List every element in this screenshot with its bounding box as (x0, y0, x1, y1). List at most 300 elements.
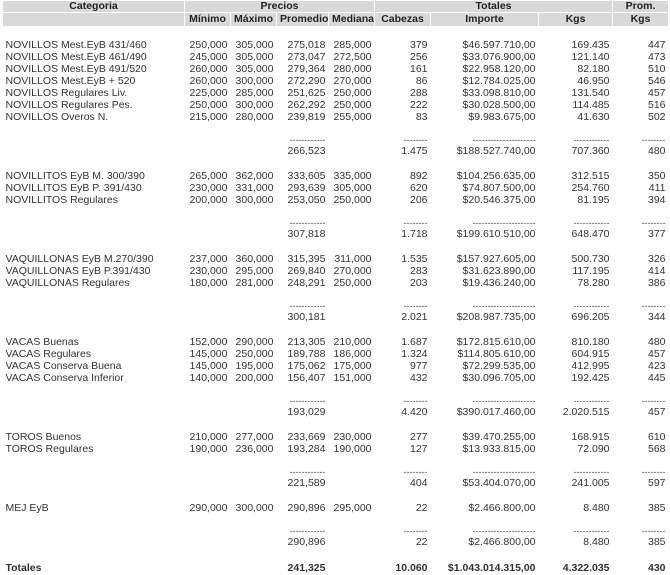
kgs-cell: 254.760 (539, 182, 613, 194)
spacer-cell (3, 206, 669, 218)
prom-kgs-cell: 423 (613, 360, 669, 372)
maximo-cell: 280,000 (231, 111, 277, 123)
kgs-cell: 604.915 (539, 348, 613, 360)
categoria-cell: VAQUILLONAS Regulares (3, 277, 185, 289)
mediana-cell: 250,000 (329, 87, 375, 99)
sub-blank (329, 406, 375, 419)
cabezas-cell: 620 (375, 182, 431, 194)
prom-kgs-cell: 457 (613, 348, 669, 360)
table-row (3, 194, 669, 206)
promedio-cell: 239,819 (277, 111, 329, 123)
subtotal-promedio: 300,181 (277, 311, 329, 324)
categoria-cell: VACAS Regulares (3, 348, 185, 360)
pre-sub-spacer (3, 289, 669, 301)
header-promedio: Promedio (277, 13, 329, 27)
sub-blank (185, 145, 231, 158)
maximo-cell: 300,000 (231, 99, 277, 111)
prom-kgs-cell: 411 (613, 182, 669, 194)
prom-kgs-cell: 502 (613, 111, 669, 123)
subtotal-separator (3, 301, 669, 311)
sep-blank (3, 301, 185, 311)
prom-kgs-cell: 510 (613, 63, 669, 75)
subtotal-separator (3, 396, 669, 406)
mediana-cell: 270,000 (329, 265, 375, 277)
cabezas-cell: 288 (375, 87, 431, 99)
table-row (3, 372, 669, 384)
cabezas-cell: 432 (375, 372, 431, 384)
mediana-cell: 305,000 (329, 182, 375, 194)
spacer-cell (3, 490, 669, 502)
table-row (3, 75, 669, 87)
sep-blank (329, 526, 375, 536)
sub-blank (3, 477, 185, 490)
categoria-cell: VAQUILLONAS EyB P.391/430 (3, 265, 185, 277)
maximo-cell: 281,000 (231, 277, 277, 289)
sub-blank (231, 311, 277, 324)
subtotal-importe: $53.404.070,00 (431, 477, 539, 490)
kgs-cell: 72.090 (539, 443, 613, 455)
subtotal-promedio: 307,818 (277, 228, 329, 241)
kgs-cell: 500.730 (539, 253, 613, 265)
mediana-cell: 190,000 (329, 443, 375, 455)
pre-sub-spacer (3, 384, 669, 396)
maximo-cell: 331,000 (231, 182, 277, 194)
prom-kgs-cell: 447 (613, 39, 669, 51)
sep-blank (3, 467, 185, 477)
sep-promedio: ------------ (277, 218, 329, 228)
header-precios: Precios (185, 1, 375, 13)
header-cabezas: Cabezas (375, 13, 431, 27)
sep-blank (185, 467, 231, 477)
prom-kgs-cell: 394 (613, 194, 669, 206)
promedio-cell: 293,639 (277, 182, 329, 194)
totals-importe: $1.043.014.315,00 (431, 561, 539, 575)
mediana-cell: 255,000 (329, 111, 375, 123)
importe-cell: $19.436.240,00 (431, 277, 539, 289)
categoria-cell: NOVILLOS Mest.EyB 461/490 (3, 51, 185, 63)
sep-kgs: ------------ (539, 396, 613, 406)
cabezas-cell: 161 (375, 63, 431, 75)
spacer-cell (3, 514, 669, 526)
table-row (3, 51, 669, 63)
mediana-cell: 335,000 (329, 170, 375, 182)
promedio-cell: 189,788 (277, 348, 329, 360)
sep-blank (329, 396, 375, 406)
sub-blank (329, 536, 375, 549)
cabezas-cell: 256 (375, 51, 431, 63)
header-importe: Importe (431, 13, 539, 27)
kgs-cell: 41.630 (539, 111, 613, 123)
mediana-cell: 272,500 (329, 51, 375, 63)
kgs-cell: 82.180 (539, 63, 613, 75)
header-categoria: Categoria (3, 1, 185, 13)
subtotal-kgs: 648.470 (539, 228, 613, 241)
subtotal-prom-kgs: 344 (613, 311, 669, 324)
mediana-cell: 270,000 (329, 75, 375, 87)
minimo-cell: 200,000 (185, 194, 231, 206)
cabezas-cell: 127 (375, 443, 431, 455)
table-row (3, 39, 669, 51)
sep-cabezas: -------- (375, 301, 431, 311)
sep-blank (3, 396, 185, 406)
sep-blank (231, 301, 277, 311)
importe-cell: $31.623.890,00 (431, 265, 539, 277)
tot-blank (185, 561, 231, 575)
subtotal-importe: $208.987.735,00 (431, 311, 539, 324)
subtotal-promedio: 266,523 (277, 145, 329, 158)
sep-blank (231, 467, 277, 477)
subtotal-row (3, 311, 669, 324)
importe-cell: $20.546.375,00 (431, 194, 539, 206)
importe-cell: $39.470.255,00 (431, 431, 539, 443)
sep-kgs: ------------ (539, 301, 613, 311)
sep-blank (185, 218, 231, 228)
categoria-cell: NOVILLOS Regulares Pes. (3, 99, 185, 111)
mediana-cell: 186,000 (329, 348, 375, 360)
sep-blank (231, 135, 277, 145)
promedio-cell: 193,284 (277, 443, 329, 455)
minimo-cell: 225,000 (185, 87, 231, 99)
prom-kgs-cell: 350 (613, 170, 669, 182)
subtotal-separator (3, 218, 669, 228)
kgs-cell: 8.480 (539, 502, 613, 514)
maximo-cell: 305,000 (231, 39, 277, 51)
subtotal-importe: $2.466.800,00 (431, 536, 539, 549)
mediana-cell: 295,000 (329, 502, 375, 514)
categoria-cell: NOVILLOS Overos N. (3, 111, 185, 123)
table-row (3, 99, 669, 111)
totals-kgs: 4.322.035 (539, 561, 613, 575)
sep-blank (185, 526, 231, 536)
subtotal-prom-kgs: 457 (613, 406, 669, 419)
spacer-cell (3, 384, 669, 396)
sep-prom-kgs: -------- (613, 218, 669, 228)
importe-cell: $72.299.535,00 (431, 360, 539, 372)
importe-cell: $33.076.900,00 (431, 51, 539, 63)
maximo-cell: 285,000 (231, 87, 277, 99)
subtotal-cabezas: 1.475 (375, 145, 431, 158)
sub-blank (185, 311, 231, 324)
minimo-cell: 215,000 (185, 111, 231, 123)
subtotal-separator (3, 526, 669, 536)
subtotal-promedio: 193,029 (277, 406, 329, 419)
cabezas-cell: 1.324 (375, 348, 431, 360)
sep-blank (329, 301, 375, 311)
cabezas-cell: 83 (375, 111, 431, 123)
mediana-cell: 250,000 (329, 99, 375, 111)
subtotal-row (3, 406, 669, 419)
subtotal-cabezas: 2.021 (375, 311, 431, 324)
cabezas-cell: 1.535 (375, 253, 431, 265)
maximo-cell: 277,000 (231, 431, 277, 443)
sep-prom-kgs: -------- (613, 301, 669, 311)
importe-cell: $13.933.815,00 (431, 443, 539, 455)
spacer-cell (3, 549, 669, 561)
spacer-cell (3, 289, 669, 301)
group-spacer (3, 241, 669, 253)
maximo-cell: 295,000 (231, 265, 277, 277)
promedio-cell: 156,407 (277, 372, 329, 384)
promedio-cell: 213,305 (277, 336, 329, 348)
subtotal-kgs: 2.020.515 (539, 406, 613, 419)
subtotal-importe: $188.527.740,00 (431, 145, 539, 158)
minimo-cell: 140,000 (185, 372, 231, 384)
sub-blank (329, 228, 375, 241)
sub-blank (231, 477, 277, 490)
header-prom-kgs: Kgs (613, 13, 669, 27)
categoria-cell: NOVILLOS Mest.EyB + 520 (3, 75, 185, 87)
prom-kgs-cell: 385 (613, 502, 669, 514)
minimo-cell: 145,000 (185, 360, 231, 372)
sep-promedio: ------------ (277, 301, 329, 311)
promedio-cell: 269,840 (277, 265, 329, 277)
importe-cell: $46.597.710,00 (431, 39, 539, 51)
price-table (2, 0, 669, 575)
table-row (3, 111, 669, 123)
kgs-cell: 192.425 (539, 372, 613, 384)
categoria-cell: MEJ EyB (3, 502, 185, 514)
importe-cell: $30.028.500,00 (431, 99, 539, 111)
prom-kgs-cell: 610 (613, 431, 669, 443)
subtotal-cabezas: 22 (375, 536, 431, 549)
prom-kgs-cell: 568 (613, 443, 669, 455)
sub-blank (185, 477, 231, 490)
kgs-cell: 117.195 (539, 265, 613, 277)
prom-kgs-cell: 414 (613, 265, 669, 277)
importe-cell: $114.805.610,00 (431, 348, 539, 360)
subtotal-kgs: 8.480 (539, 536, 613, 549)
cabezas-cell: 283 (375, 265, 431, 277)
spacer-cell (3, 123, 669, 135)
mediana-cell: 285,000 (329, 39, 375, 51)
importe-cell: $12.784.025,00 (431, 75, 539, 87)
promedio-cell: 262,292 (277, 99, 329, 111)
cabezas-cell: 1.687 (375, 336, 431, 348)
kgs-cell: 810.180 (539, 336, 613, 348)
group-spacer (3, 27, 669, 40)
prom-kgs-cell: 516 (613, 99, 669, 111)
importe-cell: $74.807.500,00 (431, 182, 539, 194)
importe-cell: $33.098.810,00 (431, 87, 539, 99)
sub-blank (3, 228, 185, 241)
sep-importe: --------------------- (431, 467, 539, 477)
spacer-cell (3, 324, 669, 336)
cabezas-cell: 277 (375, 431, 431, 443)
minimo-cell: 190,000 (185, 443, 231, 455)
cabezas-cell: 892 (375, 170, 431, 182)
sub-blank (185, 406, 231, 419)
sub-blank (185, 536, 231, 549)
spacer-cell (3, 241, 669, 253)
sub-blank (231, 145, 277, 158)
minimo-cell: 250,000 (185, 39, 231, 51)
maximo-cell: 300,000 (231, 502, 277, 514)
sep-promedio: ------------ (277, 396, 329, 406)
minimo-cell: 260,000 (185, 63, 231, 75)
tot-blank (231, 561, 277, 575)
sub-blank (329, 145, 375, 158)
sep-cabezas: -------- (375, 135, 431, 145)
maximo-cell: 360,000 (231, 253, 277, 265)
mediana-cell: 210,000 (329, 336, 375, 348)
sub-blank (3, 145, 185, 158)
subtotal-prom-kgs: 377 (613, 228, 669, 241)
maximo-cell: 250,000 (231, 348, 277, 360)
subtotal-cabezas: 404 (375, 477, 431, 490)
mediana-cell: 311,000 (329, 253, 375, 265)
mediana-cell: 250,000 (329, 194, 375, 206)
spacer-cell (3, 27, 669, 40)
sub-blank (185, 228, 231, 241)
subtotal-kgs: 696.205 (539, 311, 613, 324)
sep-promedio: ------------ (277, 526, 329, 536)
cabezas-cell: 86 (375, 75, 431, 87)
sep-blank (329, 467, 375, 477)
minimo-cell: 180,000 (185, 277, 231, 289)
cabezas-cell: 977 (375, 360, 431, 372)
importe-cell: $9.983.675,00 (431, 111, 539, 123)
minimo-cell: 230,000 (185, 182, 231, 194)
kgs-cell: 114.485 (539, 99, 613, 111)
promedio-cell: 248,291 (277, 277, 329, 289)
subtotal-prom-kgs: 597 (613, 477, 669, 490)
table-row (3, 277, 669, 289)
categoria-cell: NOVILLITOS EyB P. 391/430 (3, 182, 185, 194)
sep-promedio: ------------ (277, 467, 329, 477)
totals-promedio: 241,325 (277, 561, 329, 575)
kgs-cell: 78.280 (539, 277, 613, 289)
minimo-cell: 260,000 (185, 75, 231, 87)
importe-cell: $157.927.605,00 (431, 253, 539, 265)
cabezas-cell: 206 (375, 194, 431, 206)
sep-kgs: ------------ (539, 526, 613, 536)
header-row-bottom (3, 13, 669, 27)
prom-kgs-cell: 480 (613, 336, 669, 348)
table-row (3, 63, 669, 75)
maximo-cell: 300,000 (231, 75, 277, 87)
categoria-cell: NOVILLOS Mest.EyB 431/460 (3, 39, 185, 51)
kgs-cell: 46.950 (539, 75, 613, 87)
sep-prom-kgs: -------- (613, 526, 669, 536)
totals-label: Totales (3, 561, 185, 575)
sep-kgs: ------------ (539, 135, 613, 145)
header-row-top (3, 1, 669, 13)
sep-cabezas: -------- (375, 526, 431, 536)
minimo-cell: 265,000 (185, 170, 231, 182)
promedio-cell: 333,605 (277, 170, 329, 182)
promedio-cell: 290,896 (277, 502, 329, 514)
importe-cell: $30.096.705,00 (431, 372, 539, 384)
subtotal-row (3, 228, 669, 241)
maximo-cell: 305,000 (231, 51, 277, 63)
maximo-cell: 305,000 (231, 63, 277, 75)
header-kgs: Kgs (539, 13, 613, 27)
totals-prom-kgs: 430 (613, 561, 669, 575)
sub-blank (329, 311, 375, 324)
table-row (3, 443, 669, 455)
minimo-cell: 237,000 (185, 253, 231, 265)
categoria-cell: NOVILLITOS Regulares (3, 194, 185, 206)
categoria-cell: TOROS Buenos (3, 431, 185, 443)
pre-sub-spacer (3, 455, 669, 467)
pre-sub-spacer (3, 123, 669, 135)
categoria-cell: VACAS Conserva Buena (3, 360, 185, 372)
maximo-cell: 362,000 (231, 170, 277, 182)
sep-blank (185, 135, 231, 145)
header-prom: Prom. (613, 1, 669, 13)
sep-promedio: ------------ (277, 135, 329, 145)
subtotal-row (3, 477, 669, 490)
spacer-cell (3, 419, 669, 431)
spacer-cell (3, 158, 669, 170)
table-row (3, 87, 669, 99)
minimo-cell: 290,000 (185, 502, 231, 514)
maximo-cell: 200,000 (231, 372, 277, 384)
prom-kgs-cell: 386 (613, 277, 669, 289)
sep-importe: --------------------- (431, 218, 539, 228)
kgs-cell: 121.140 (539, 51, 613, 63)
sep-importe: --------------------- (431, 301, 539, 311)
minimo-cell: 152,000 (185, 336, 231, 348)
sep-blank (3, 218, 185, 228)
subtotal-kgs: 241.005 (539, 477, 613, 490)
header-maximo: Máximo (231, 13, 277, 27)
sep-blank (3, 135, 185, 145)
pre-sub-spacer (3, 514, 669, 526)
mediana-cell: 151,000 (329, 372, 375, 384)
promedio-cell: 233,669 (277, 431, 329, 443)
promedio-cell: 253,050 (277, 194, 329, 206)
prom-kgs-cell: 326 (613, 253, 669, 265)
sep-blank (231, 218, 277, 228)
header-blank (3, 13, 185, 27)
header-minimo: Mínimo (185, 13, 231, 27)
importe-cell: $104.256.635,00 (431, 170, 539, 182)
kgs-cell: 131.540 (539, 87, 613, 99)
minimo-cell: 250,000 (185, 99, 231, 111)
sep-prom-kgs: -------- (613, 396, 669, 406)
subtotal-row (3, 536, 669, 549)
subtotal-cabezas: 4.420 (375, 406, 431, 419)
cabezas-cell: 22 (375, 502, 431, 514)
tot-blank (329, 561, 375, 575)
categoria-cell: NOVILLOS Regulares Liv. (3, 87, 185, 99)
sep-blank (185, 396, 231, 406)
group-spacer (3, 490, 669, 502)
subtotal-kgs: 707.360 (539, 145, 613, 158)
promedio-cell: 279,364 (277, 63, 329, 75)
sep-cabezas: -------- (375, 467, 431, 477)
table-row (3, 336, 669, 348)
subtotal-row (3, 145, 669, 158)
spacer-cell (3, 455, 669, 467)
table-row (3, 253, 669, 265)
sub-blank (231, 536, 277, 549)
minimo-cell: 210,000 (185, 431, 231, 443)
categoria-cell: VACAS Buenas (3, 336, 185, 348)
promedio-cell: 251,625 (277, 87, 329, 99)
mediana-cell: 175,000 (329, 360, 375, 372)
sep-importe: --------------------- (431, 526, 539, 536)
categoria-cell: VACAS Conserva Inferior (3, 372, 185, 384)
subtotal-prom-kgs: 385 (613, 536, 669, 549)
table-row (3, 265, 669, 277)
maximo-cell: 290,000 (231, 336, 277, 348)
prom-kgs-cell: 473 (613, 51, 669, 63)
header-totales: Totales (375, 1, 613, 13)
group-spacer (3, 419, 669, 431)
sep-prom-kgs: -------- (613, 467, 669, 477)
